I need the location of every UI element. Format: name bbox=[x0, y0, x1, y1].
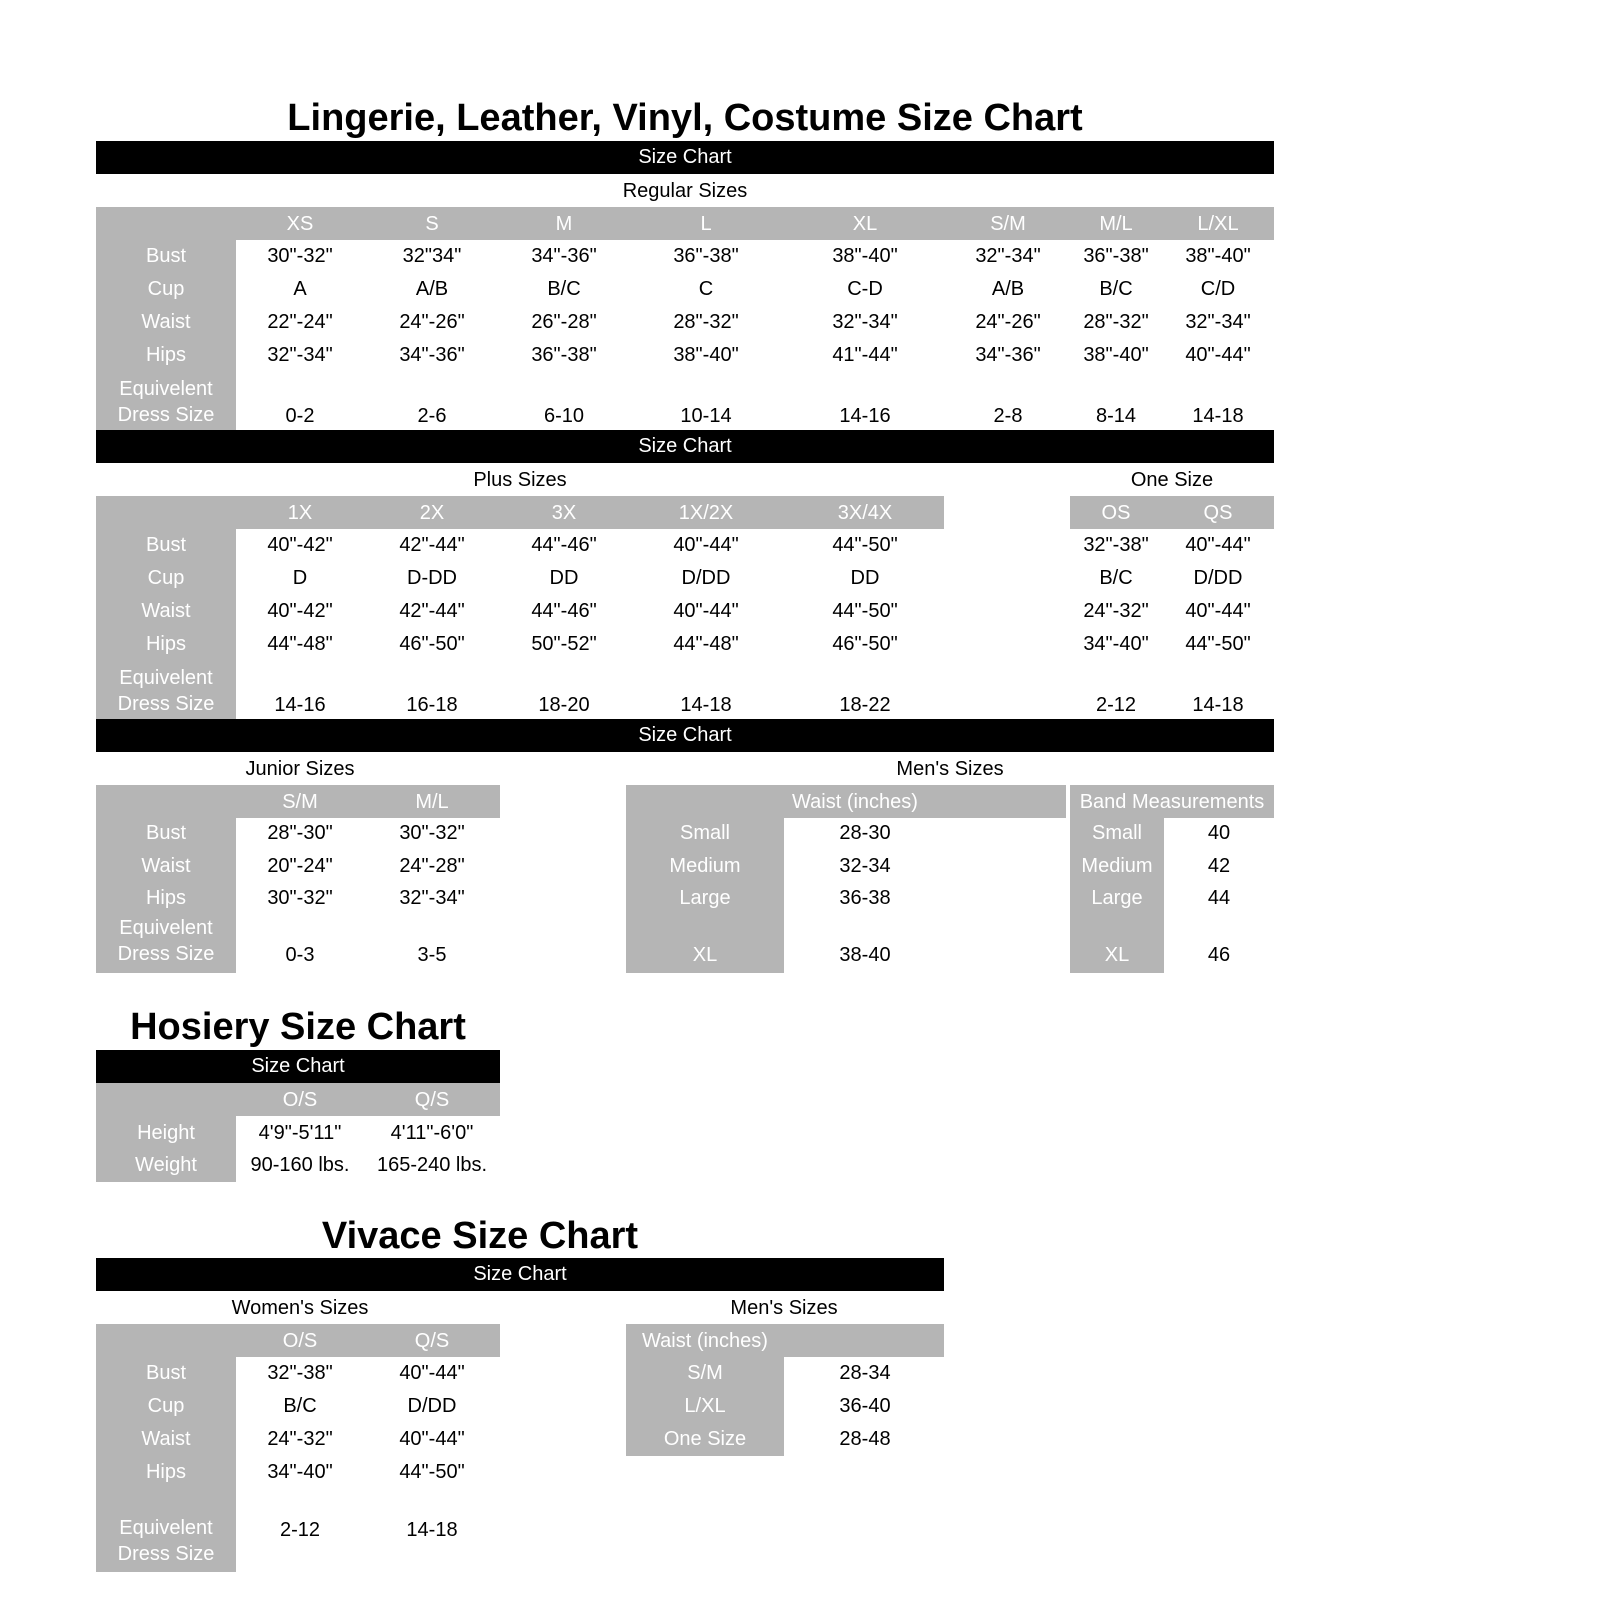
cell: C-D bbox=[847, 278, 883, 300]
mens-sizes-caption: Men's Sizes bbox=[896, 758, 1004, 780]
row-label: Bust bbox=[145, 1362, 187, 1384]
cell: 0-3 bbox=[285, 944, 315, 966]
row-label: Hips bbox=[145, 1461, 186, 1483]
cell: 14-18 bbox=[406, 1519, 458, 1541]
size-header: M bbox=[555, 213, 573, 235]
size-header: S/M bbox=[990, 213, 1026, 235]
mens-band: 46 bbox=[1207, 944, 1231, 966]
cell: DD bbox=[549, 567, 579, 589]
row-label: Bust bbox=[145, 245, 187, 267]
cell: 44"-48" bbox=[673, 633, 739, 655]
cell: 28"-32" bbox=[673, 311, 739, 333]
size-header: S/M bbox=[282, 791, 318, 813]
cell: 32"-38" bbox=[267, 1362, 333, 1384]
cell: 40"-44" bbox=[399, 1428, 465, 1450]
cell: 32"-34" bbox=[1185, 311, 1251, 333]
size-header: QS bbox=[1203, 502, 1233, 524]
size-header: M/L bbox=[1099, 213, 1133, 235]
cell: 10-14 bbox=[680, 405, 732, 427]
cell: 40"-44" bbox=[399, 1362, 465, 1384]
cell: 14-16 bbox=[274, 694, 326, 716]
cell: 0-2 bbox=[285, 405, 315, 427]
cell: 32"34" bbox=[402, 245, 462, 267]
cell: 22"-24" bbox=[267, 311, 333, 333]
cell: 6-10 bbox=[543, 405, 585, 427]
cell: 14-18 bbox=[1192, 694, 1244, 716]
hosiery-title: Hosiery Size Chart bbox=[130, 1006, 466, 1048]
cell: 44"-46" bbox=[531, 534, 597, 556]
cell: 40"-44" bbox=[1185, 534, 1251, 556]
cell: 44"-50" bbox=[832, 600, 898, 622]
cell: 14-18 bbox=[1192, 405, 1244, 427]
mens-band-size: XL bbox=[1104, 944, 1130, 966]
cell: 30"-32" bbox=[399, 822, 465, 844]
cell: A/B bbox=[991, 278, 1025, 300]
mens-size: S/M bbox=[687, 1362, 723, 1384]
cell: D-DD bbox=[407, 567, 457, 589]
cell: D/DD bbox=[1193, 567, 1243, 589]
vivace-mens-caption: Men's Sizes bbox=[730, 1297, 838, 1319]
cell: 38"-40" bbox=[1083, 344, 1149, 366]
one-size-caption: One Size bbox=[1130, 469, 1214, 491]
mens-waist: 36-40 bbox=[839, 1395, 891, 1417]
row-label: Hips bbox=[145, 344, 186, 366]
cell: 14-18 bbox=[680, 694, 732, 716]
mens-size: Large bbox=[679, 887, 731, 909]
cell: 34"-40" bbox=[267, 1461, 333, 1483]
cell: 24"-26" bbox=[399, 311, 465, 333]
cell: 40"-42" bbox=[267, 600, 333, 622]
cell: 44"-48" bbox=[267, 633, 333, 655]
mens-band: 40 bbox=[1207, 822, 1231, 844]
row-label: Dress Size bbox=[117, 943, 215, 965]
mens-band-size: Medium bbox=[1081, 855, 1153, 877]
size-chart-bar: Size Chart bbox=[96, 430, 1274, 463]
cell: 44"-50" bbox=[1185, 633, 1251, 655]
cell: 36"-38" bbox=[1083, 245, 1149, 267]
size-chart-bar: Size Chart bbox=[96, 141, 1274, 174]
vivace-womens-caption: Women's Sizes bbox=[231, 1297, 369, 1319]
row-label: Equivelent bbox=[119, 917, 213, 939]
cell: 34"-36" bbox=[399, 344, 465, 366]
cell: D bbox=[292, 567, 308, 589]
size-header: S bbox=[425, 213, 439, 235]
cell: 2-6 bbox=[417, 405, 447, 427]
size-header: O/S bbox=[282, 1330, 318, 1352]
cell: 2-12 bbox=[1095, 694, 1137, 716]
mens-waist: 28-34 bbox=[839, 1362, 891, 1384]
cell: 38"-40" bbox=[1185, 245, 1251, 267]
size-header: OS bbox=[1101, 502, 1131, 524]
cell: 40"-44" bbox=[673, 534, 739, 556]
cell: 36"-38" bbox=[673, 245, 739, 267]
row-label: Dress Size bbox=[117, 404, 215, 426]
size-header: 1X bbox=[287, 502, 313, 524]
cell: 30"-32" bbox=[267, 245, 333, 267]
row-label: Height bbox=[137, 1122, 195, 1144]
cell: 26"-28" bbox=[531, 311, 597, 333]
cell: 50"-52" bbox=[531, 633, 597, 655]
cell: 2-8 bbox=[993, 405, 1023, 427]
cell: B/C bbox=[547, 278, 581, 300]
cell: 34"-36" bbox=[975, 344, 1041, 366]
mens-size: Small bbox=[679, 822, 730, 844]
size-chart-bar: Size Chart bbox=[96, 1258, 944, 1291]
row-label: Cup bbox=[147, 1395, 185, 1417]
row-label: Cup bbox=[147, 567, 185, 589]
cell: 24"-32" bbox=[267, 1428, 333, 1450]
cell: 18-20 bbox=[538, 694, 590, 716]
size-header: M/L bbox=[415, 791, 449, 813]
cell: 30"-32" bbox=[267, 887, 333, 909]
mens-band-size: Small bbox=[1091, 822, 1142, 844]
cell: 42"-44" bbox=[399, 534, 465, 556]
mens-waist: 32-34 bbox=[839, 855, 891, 877]
size-header: L/XL bbox=[1197, 213, 1239, 235]
size-header: 1X/2X bbox=[678, 502, 734, 524]
mens-band-size: Large bbox=[1091, 887, 1143, 909]
size-header: Q/S bbox=[414, 1330, 450, 1352]
cell: A bbox=[293, 278, 307, 300]
row-label: Bust bbox=[145, 534, 187, 556]
row-label: Cup bbox=[147, 278, 185, 300]
main-title: Lingerie, Leather, Vinyl, Costume Size Chart bbox=[287, 97, 1083, 139]
cell: B/C bbox=[283, 1395, 317, 1417]
mens-waist: 38-40 bbox=[839, 944, 891, 966]
plus-sizes-caption: Plus Sizes bbox=[473, 469, 567, 491]
cell: 34"-40" bbox=[1083, 633, 1149, 655]
cell: 16-18 bbox=[406, 694, 458, 716]
size-header: 2X bbox=[419, 502, 445, 524]
cell: B/C bbox=[1099, 567, 1133, 589]
cell: A/B bbox=[415, 278, 449, 300]
mens-band: 44 bbox=[1207, 887, 1231, 909]
row-label: Weight bbox=[135, 1154, 197, 1176]
cell: 8-14 bbox=[1095, 405, 1137, 427]
regular-sizes-caption: Regular Sizes bbox=[622, 180, 748, 202]
cell: 42"-44" bbox=[399, 600, 465, 622]
cell: 165-240 lbs. bbox=[376, 1154, 488, 1176]
cell: 38"-40" bbox=[832, 245, 898, 267]
cell: 90-160 lbs. bbox=[250, 1154, 350, 1176]
vivace-title: Vivace Size Chart bbox=[321, 1215, 639, 1257]
cell: 36"-38" bbox=[531, 344, 597, 366]
size-chart-bar: Size Chart bbox=[96, 1050, 500, 1083]
mens-waist: 28-30 bbox=[839, 822, 891, 844]
row-label: Waist bbox=[141, 311, 191, 333]
cell: 14-16 bbox=[839, 405, 891, 427]
mens-band: 42 bbox=[1207, 855, 1231, 877]
mens-size: XL bbox=[692, 944, 718, 966]
cell: 44"-50" bbox=[832, 534, 898, 556]
size-header: O/S bbox=[282, 1089, 318, 1111]
cell: 24"-32" bbox=[1083, 600, 1149, 622]
row-label: Dress Size bbox=[117, 1543, 215, 1565]
mens-waist-header: Waist (inches) bbox=[792, 791, 918, 813]
cell: 2-12 bbox=[279, 1519, 321, 1541]
row-label: Waist bbox=[141, 1428, 191, 1450]
cell: 24"-26" bbox=[975, 311, 1041, 333]
mens-band-header: Band Measurements bbox=[1079, 791, 1265, 813]
cell: 40"-42" bbox=[267, 534, 333, 556]
cell: 44"-50" bbox=[399, 1461, 465, 1483]
cell: 40"-44" bbox=[1185, 600, 1251, 622]
cell: 32"-34" bbox=[399, 887, 465, 909]
cell: 46"-50" bbox=[832, 633, 898, 655]
junior-sizes-caption: Junior Sizes bbox=[245, 758, 355, 780]
row-label: Equivelent bbox=[119, 667, 213, 689]
vivace-mens-waist-header: Waist (inches) bbox=[642, 1330, 768, 1352]
mens-size: One Size bbox=[663, 1428, 747, 1450]
size-header: L bbox=[700, 213, 712, 235]
size-header: 3X/4X bbox=[837, 502, 893, 524]
cell: 32"-34" bbox=[832, 311, 898, 333]
row-label: Hips bbox=[145, 633, 186, 655]
size-header: Q/S bbox=[414, 1089, 450, 1111]
cell: 28"-32" bbox=[1083, 311, 1149, 333]
row-label: Equivelent bbox=[119, 1517, 213, 1539]
cell: D/DD bbox=[407, 1395, 457, 1417]
row-label: Dress Size bbox=[117, 693, 215, 715]
cell: DD bbox=[850, 567, 880, 589]
mens-size: L/XL bbox=[684, 1395, 726, 1417]
cell: 18-22 bbox=[839, 694, 891, 716]
size-header: 3X bbox=[551, 502, 577, 524]
cell: 40"-44" bbox=[673, 600, 739, 622]
cell: 20"-24" bbox=[267, 855, 333, 877]
mens-waist: 28-48 bbox=[839, 1428, 891, 1450]
row-label: Bust bbox=[145, 822, 187, 844]
cell: 3-5 bbox=[417, 944, 447, 966]
cell: 34"-36" bbox=[531, 245, 597, 267]
cell: 44"-46" bbox=[531, 600, 597, 622]
row-label: Waist bbox=[141, 855, 191, 877]
cell: 32"-34" bbox=[267, 344, 333, 366]
size-header: XL bbox=[852, 213, 878, 235]
cell: 46"-50" bbox=[399, 633, 465, 655]
size-header: XS bbox=[286, 213, 314, 235]
mens-size: Medium bbox=[669, 855, 741, 877]
cell: 41"-44" bbox=[832, 344, 898, 366]
cell: C bbox=[698, 278, 714, 300]
cell: D/DD bbox=[681, 567, 731, 589]
cell: 40"-44" bbox=[1185, 344, 1251, 366]
cell: 28"-30" bbox=[267, 822, 333, 844]
row-label: Waist bbox=[141, 600, 191, 622]
row-label: Hips bbox=[145, 887, 186, 909]
cell: B/C bbox=[1099, 278, 1133, 300]
cell: 4'11"-6'0" bbox=[390, 1122, 474, 1144]
cell: 24"-28" bbox=[399, 855, 465, 877]
cell: C/D bbox=[1200, 278, 1236, 300]
cell: 32"-38" bbox=[1083, 534, 1149, 556]
mens-waist: 36-38 bbox=[839, 887, 891, 909]
cell: 4'9"-5'11" bbox=[258, 1122, 342, 1144]
cell: 32"-34" bbox=[975, 245, 1041, 267]
row-label: Equivelent bbox=[119, 378, 213, 400]
cell: 38"-40" bbox=[673, 344, 739, 366]
size-chart-bar: Size Chart bbox=[96, 719, 1274, 752]
